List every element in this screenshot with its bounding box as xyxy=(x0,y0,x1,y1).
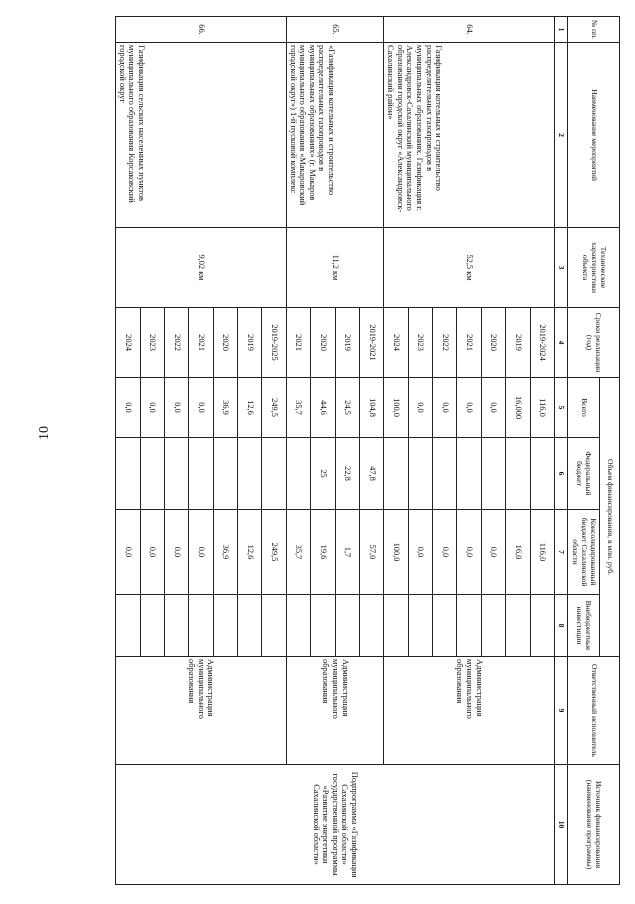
extra-cell xyxy=(189,595,213,657)
regional-cell: 0,0 xyxy=(408,510,432,595)
header-total: Всего xyxy=(568,378,600,438)
row-number: 64. xyxy=(384,17,555,43)
period-cell: 2022 xyxy=(165,308,189,378)
extra-cell xyxy=(335,595,359,657)
event-name: «Газификация котельных и строительство распределительных газопроводов в муниципальных образованиях» (г. Макаров муниципального образования «Макаровский городской округ») 1-й пусковой комплекс xyxy=(286,43,384,228)
extra-cell xyxy=(311,595,335,657)
extra-cell xyxy=(213,595,237,657)
extra-cell xyxy=(408,595,432,657)
executor-cell: Администрация муниципального образования xyxy=(116,657,287,765)
page-number: 10 xyxy=(37,426,52,440)
col-number: 9 xyxy=(555,657,568,765)
regional-cell: 57,0 xyxy=(360,510,384,595)
col-number: 3 xyxy=(555,228,568,308)
regional-cell: 1,7 xyxy=(335,510,359,595)
total-cell: 0,0 xyxy=(189,378,213,438)
total-cell: 116,0 xyxy=(530,378,554,438)
period-cell: 2019 xyxy=(335,308,359,378)
total-cell: 0,0 xyxy=(408,378,432,438)
regional-cell: 0,0 xyxy=(165,510,189,595)
col-number: 4 xyxy=(555,308,568,378)
total-cell: 0,0 xyxy=(457,378,481,438)
period-cell: 2021 xyxy=(457,308,481,378)
federal-cell xyxy=(506,438,530,510)
federal-cell xyxy=(457,438,481,510)
col-number: 6 xyxy=(555,438,568,510)
total-cell: 44,6 xyxy=(311,378,335,438)
event-name: Газификация сельских населенных пунктов муниципального образования Корсаковский городской округ xyxy=(116,43,287,228)
period-cell: 2019-2021 xyxy=(360,308,384,378)
regional-cell: 35,7 xyxy=(286,510,310,595)
total-cell: 0,0 xyxy=(140,378,164,438)
financing-table xyxy=(115,16,620,885)
period-cell: 2024 xyxy=(116,308,141,378)
regional-cell: 16,0 xyxy=(506,510,530,595)
regional-cell: 0,0 xyxy=(189,510,213,595)
extra-cell xyxy=(116,595,141,657)
header-period: Сроки реализации (год) xyxy=(568,308,620,378)
regional-cell: 116,0 xyxy=(530,510,554,595)
row-number: 66. xyxy=(116,17,287,43)
header-executor: Ответственный исполнитель xyxy=(568,657,620,765)
federal-cell: 25 xyxy=(311,438,335,510)
federal-cell xyxy=(286,438,310,510)
regional-cell: 0,0 xyxy=(140,510,164,595)
federal-cell xyxy=(165,438,189,510)
header-financing: Объем финансирования, в млн. руб. xyxy=(600,378,620,657)
period-cell: 2020 xyxy=(213,308,237,378)
total-cell: 100,0 xyxy=(384,378,408,438)
table-row xyxy=(360,17,384,885)
table-row xyxy=(530,17,554,885)
executor-cell: Администрация муниципального образования xyxy=(286,657,384,765)
federal-cell xyxy=(238,438,262,510)
header-no: № пп. xyxy=(568,17,620,43)
total-cell: 0,0 xyxy=(116,378,141,438)
extra-cell xyxy=(384,595,408,657)
period-cell: 2023 xyxy=(140,308,164,378)
extra-cell xyxy=(360,595,384,657)
period-cell: 2020 xyxy=(311,308,335,378)
extra-cell xyxy=(140,595,164,657)
period-cell: 2019-2024 xyxy=(530,308,554,378)
total-cell: 16,000 xyxy=(506,378,530,438)
total-cell: 36,9 xyxy=(213,378,237,438)
total-cell: 0,0 xyxy=(165,378,189,438)
federal-cell: 47,8 xyxy=(360,438,384,510)
federal-cell: 22,8 xyxy=(335,438,359,510)
tech-characteristics: 52,5 км xyxy=(384,228,555,308)
table-header xyxy=(555,17,620,885)
period-cell: 2019-2025 xyxy=(262,308,286,378)
header-name: Наименование мероприятий xyxy=(568,43,620,228)
period-cell: 2019 xyxy=(506,308,530,378)
federal-cell xyxy=(140,438,164,510)
tech-characteristics: 11,2 км xyxy=(286,228,384,308)
federal-cell xyxy=(262,438,286,510)
column-numbers-row xyxy=(555,17,568,885)
regional-cell: 0,0 xyxy=(481,510,505,595)
extra-cell xyxy=(262,595,286,657)
federal-cell xyxy=(481,438,505,510)
header-source: Источник финансирования (наименование программы) xyxy=(568,765,620,885)
regional-cell: 0,0 xyxy=(116,510,141,595)
federal-cell xyxy=(189,438,213,510)
header-regional: Консолидированный бюджет Сахалинской области xyxy=(568,510,600,595)
col-number: 5 xyxy=(555,378,568,438)
regional-cell: 0,0 xyxy=(433,510,457,595)
col-number: 2 xyxy=(555,43,568,228)
regional-cell: 249,5 xyxy=(262,510,286,595)
extra-cell xyxy=(165,595,189,657)
regional-cell: 36,9 xyxy=(213,510,237,595)
header-tech: Технические характеристики объекта xyxy=(568,228,620,308)
federal-cell xyxy=(213,438,237,510)
col-number: 10 xyxy=(555,765,568,885)
total-cell: 0,0 xyxy=(481,378,505,438)
federal-cell xyxy=(116,438,141,510)
total-cell: 0,0 xyxy=(433,378,457,438)
col-number: 8 xyxy=(555,595,568,657)
source-cell: Подпрограмма «Газификация Сахалинской области» государственной программы «Развитие энергетики Сахалинской области» xyxy=(116,765,555,885)
header-extra: Внебюджетные инвестиции xyxy=(568,595,600,657)
table-body xyxy=(116,17,555,885)
extra-cell xyxy=(286,595,310,657)
extra-cell xyxy=(433,595,457,657)
event-name: Газификация котельных и строительство распределительных газопроводов в муниципальных образованиях. Газификация г. Александровск-Сахалинский муниципального образования городской округ «Александровск-Сахалинский район» xyxy=(384,43,555,228)
row-number: 65. xyxy=(286,17,384,43)
col-number: 7 xyxy=(555,510,568,595)
total-cell: 24,5 xyxy=(335,378,359,438)
regional-cell: 100,0 xyxy=(384,510,408,595)
total-cell: 35,7 xyxy=(286,378,310,438)
extra-cell xyxy=(481,595,505,657)
extra-cell xyxy=(530,595,554,657)
period-cell: 2021 xyxy=(189,308,213,378)
total-cell: 249,5 xyxy=(262,378,286,438)
period-cell: 2021 xyxy=(286,308,310,378)
federal-cell xyxy=(408,438,432,510)
executor-cell: Администрация муниципального образования xyxy=(384,657,555,765)
federal-cell xyxy=(530,438,554,510)
total-cell: 12,6 xyxy=(238,378,262,438)
federal-cell xyxy=(384,438,408,510)
extra-cell xyxy=(238,595,262,657)
regional-cell: 0,0 xyxy=(457,510,481,595)
col-number: 1 xyxy=(555,17,568,43)
period-cell: 2023 xyxy=(408,308,432,378)
extra-cell xyxy=(506,595,530,657)
total-cell: 104,8 xyxy=(360,378,384,438)
regional-cell: 19,6 xyxy=(311,510,335,595)
regional-cell: 12,6 xyxy=(238,510,262,595)
period-cell: 2022 xyxy=(433,308,457,378)
period-cell: 2019 xyxy=(238,308,262,378)
period-cell: 2024 xyxy=(384,308,408,378)
table-row xyxy=(262,17,286,885)
header-federal: Федеральный бюджет xyxy=(568,438,600,510)
extra-cell xyxy=(457,595,481,657)
period-cell: 2020 xyxy=(481,308,505,378)
rotated-content xyxy=(115,16,620,884)
tech-characteristics: 9,02 км xyxy=(116,228,287,308)
federal-cell xyxy=(433,438,457,510)
